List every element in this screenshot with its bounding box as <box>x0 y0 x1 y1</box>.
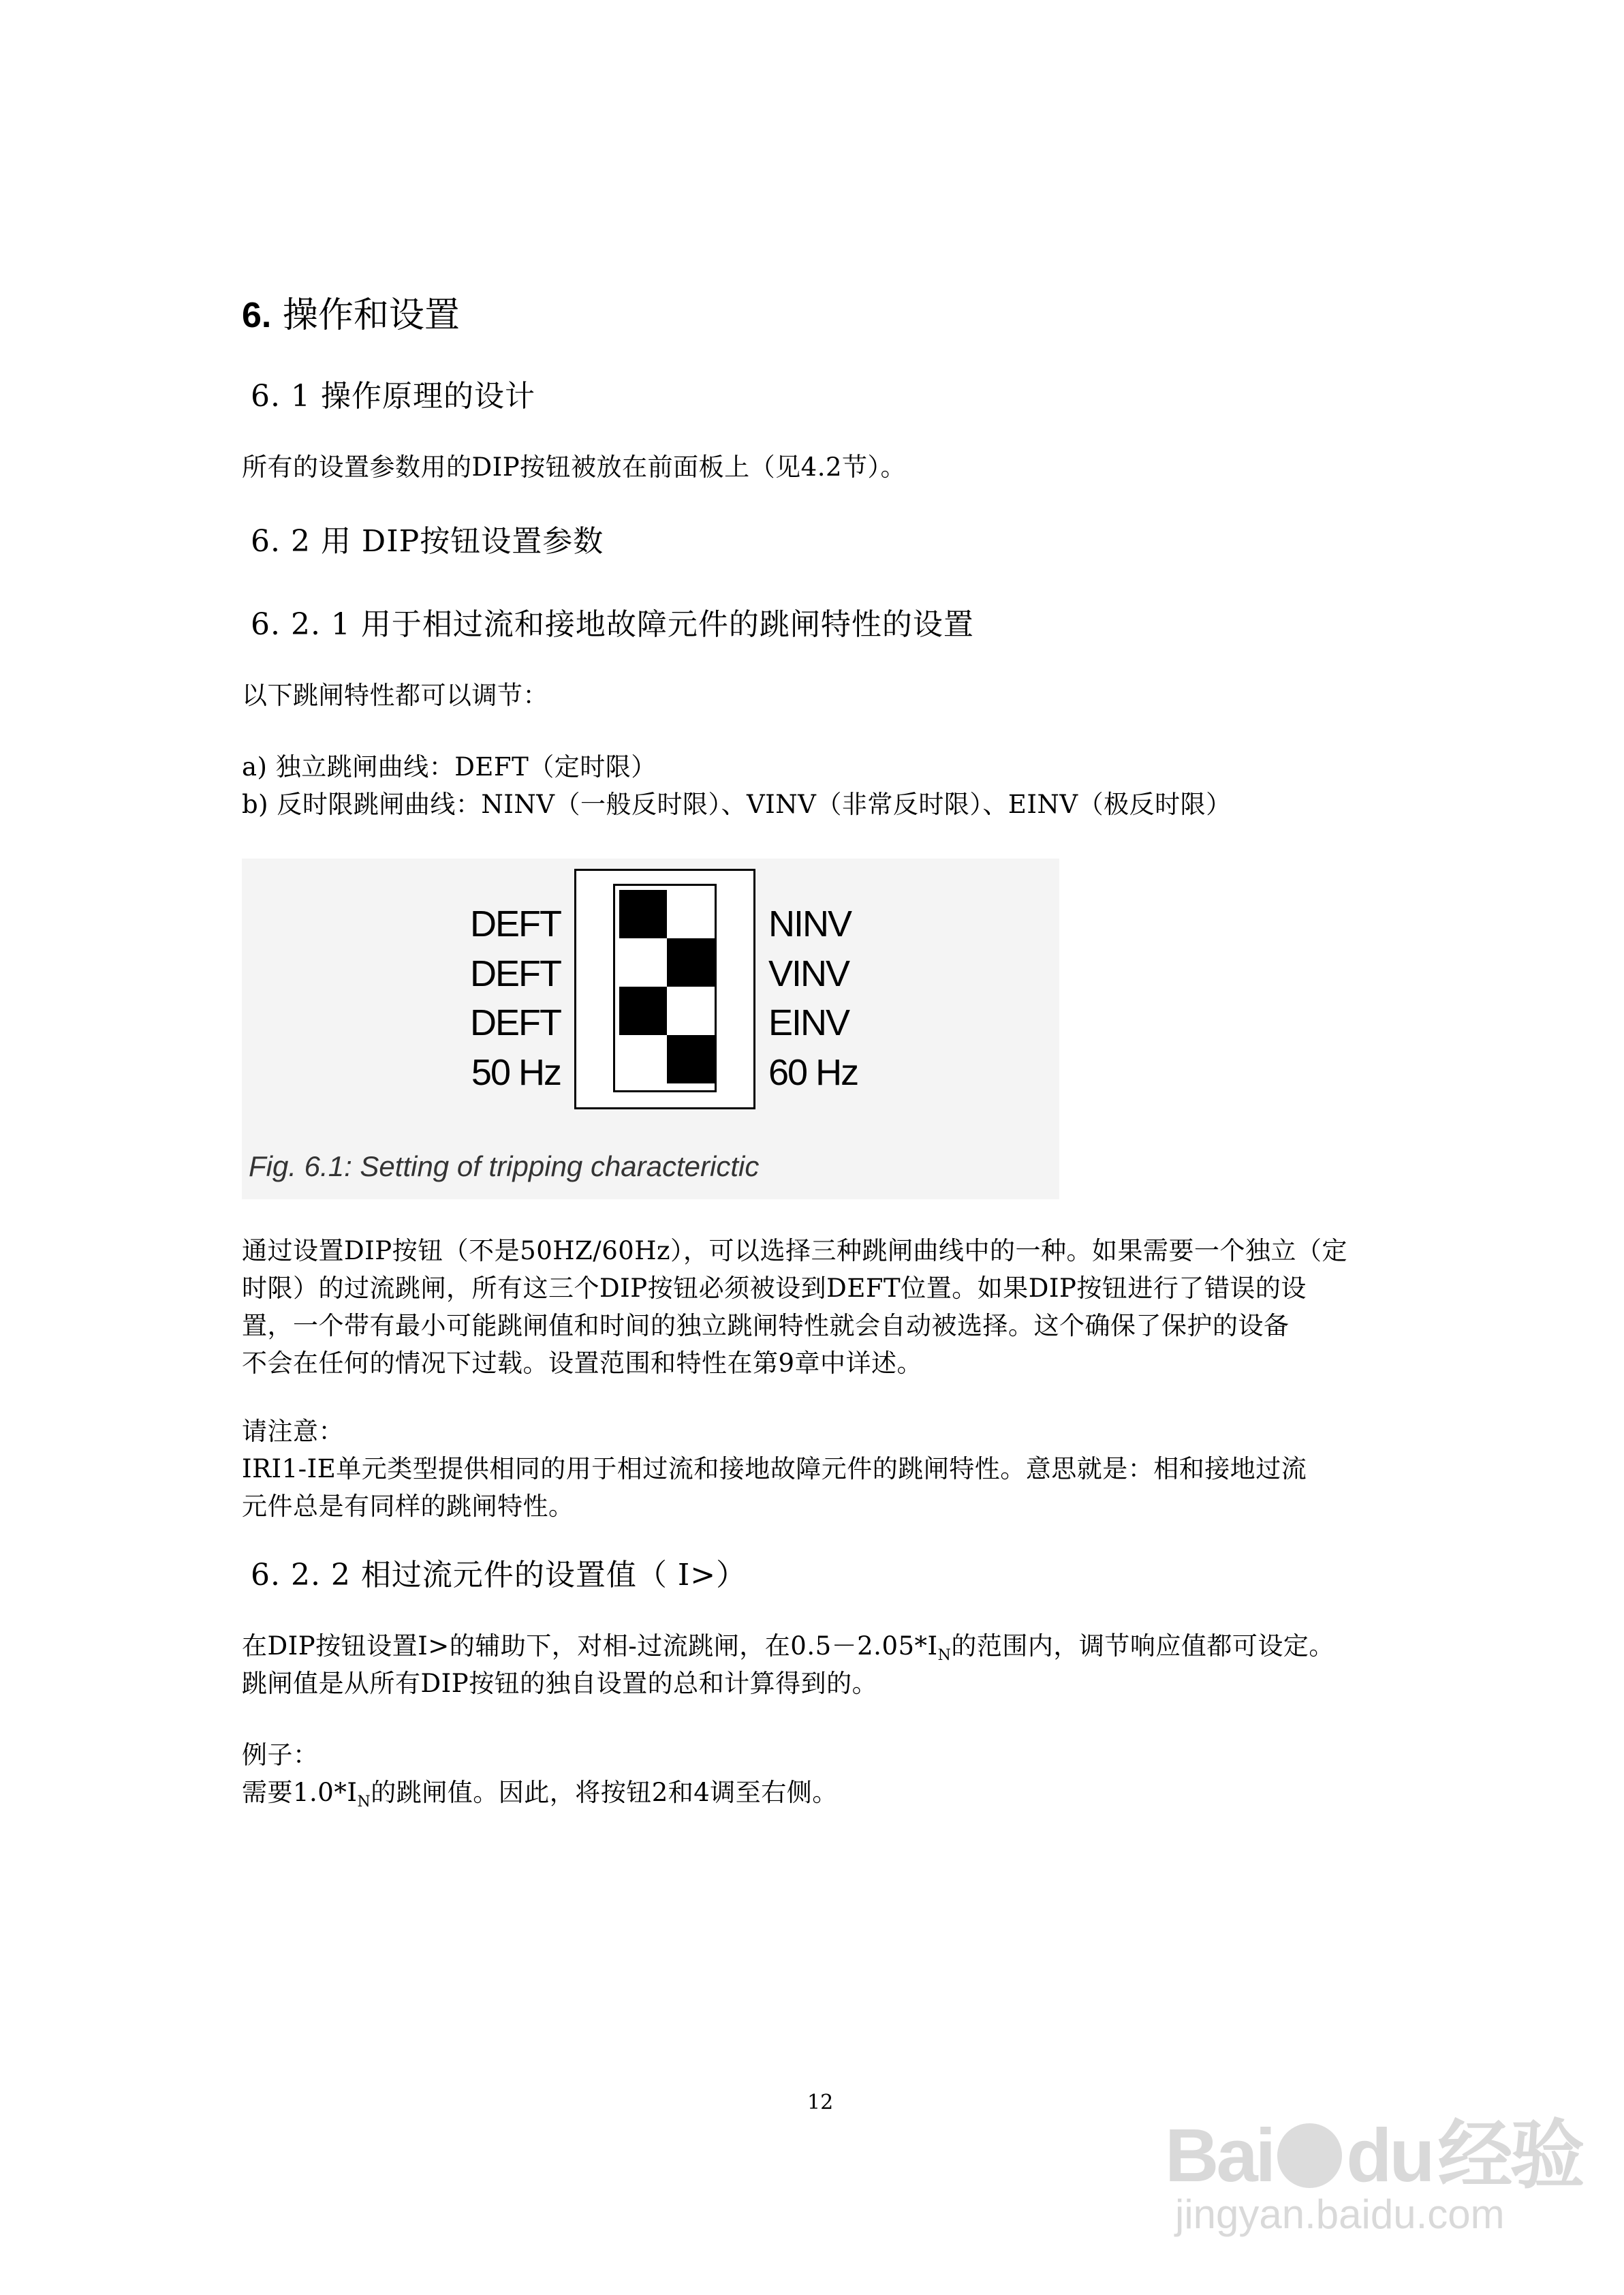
heading-6-2-2: 6. 2. 2 相过流元件的设置值（ I>） <box>251 1558 747 1592</box>
section-number: 6. <box>242 296 272 335</box>
paragraph-6-1: 所有的设置参数用的DIP按钮被放在前面板上（见4.2节）。 <box>242 452 907 482</box>
watermark-brand-2: du <box>1346 2114 1433 2198</box>
figure-left-label: DEFT <box>470 1002 561 1043</box>
heading-6-2-1: 6. 2. 1 用于相过流和接地故障元件的跳闸特性的设置 <box>251 607 974 642</box>
figure-right-label: NINV <box>768 904 852 944</box>
paw-icon <box>1277 2123 1342 2188</box>
dip-switch-2-right-cell <box>667 938 715 987</box>
dip-switch-1-left-cell <box>619 890 667 938</box>
subscript: N <box>357 1793 371 1811</box>
intro-text: 以下跳闸特性都可以调节： <box>242 681 548 710</box>
watermark-brand: Bai <box>1165 2114 1274 2198</box>
heading-6-2: 6. 2 用 DIP按钮设置参数 <box>251 524 604 559</box>
paragraph-6-2-2-line2: 跳闸值是从所有DIP按钮的独自设置的总和计算得到的。 <box>242 1669 878 1698</box>
watermark-url: jingyan.baidu.com <box>1175 2191 1505 2237</box>
dip-switch-1-right-cell <box>667 890 715 938</box>
list-item-a: a) 独立跳闸曲线：DEFT（定时限） <box>242 752 657 782</box>
watermark-logo <box>1165 2095 1582 2203</box>
example-line <box>242 1772 838 1811</box>
text-run: 需要1.0*I <box>242 1778 358 1807</box>
figure-left-label: 50 Hz <box>471 1052 561 1093</box>
watermark-brand-3: 经验 <box>1437 2112 1582 2199</box>
text-run: 在DIP按钮设置I>的辅助下，对相-过流跳闸，在0.5－2.05*I <box>242 1631 938 1661</box>
figure-caption: Fig. 6.1: Setting of tripping characterictic <box>249 1150 760 1182</box>
note-line: 元件总是有同样的跳闸特性。 <box>242 1492 574 1521</box>
text-run: 的范围内，调节响应值都可设定。 <box>951 1631 1334 1661</box>
note-line: IRI1-IE单元类型提供相同的用于相过流和接地故障元件的跳闸特性。意思就是：相和接地过流 <box>242 1454 1307 1483</box>
list-item-b: b) 反时限跳闸曲线：NINV（一般反时限）、VINV（非常反时限）、EINV（极反时限） <box>242 790 1232 819</box>
heading-6-1: 6. 1 操作原理的设计 <box>251 379 535 414</box>
figure-left-label: DEFT <box>470 953 561 994</box>
text-run: 的跳闸值。因此，将按钮2和4调至右侧。 <box>371 1778 838 1807</box>
dip-switch-4-left-cell <box>619 1035 667 1083</box>
dip-switch-2-left-cell <box>619 938 667 987</box>
figure-right-label: VINV <box>768 953 849 994</box>
dip-switch-4-right-cell <box>667 1035 715 1083</box>
page-number: 12 <box>807 2091 834 2114</box>
paragraph-line: 通过设置DIP按钮（不是50HZ/60Hz），可以选择三种跳闸曲线中的一种。如果需要一个独立（定 <box>242 1236 1348 1265</box>
note-label: 请注意： <box>242 1417 344 1446</box>
paragraph-6-2-2-line1 <box>242 1625 1334 1664</box>
subscript: N <box>937 1647 952 1664</box>
paragraph-line: 置，一个带有最小可能跳闸值和时间的独立跳闸特性就会自动被选择。这个确保了保护的设备 <box>242 1311 1290 1340</box>
dip-switch-3-left-cell <box>619 987 667 1035</box>
paragraph-line: 不会在任何的情况下过载。设置范围和特性在第9章中详述。 <box>242 1349 923 1378</box>
example-label: 例子： <box>242 1740 319 1770</box>
figure-right-label: 60 Hz <box>768 1052 858 1093</box>
dip-switch-3-right-cell <box>667 987 715 1035</box>
paragraph-line: 时限）的过流跳闸，所有这三个DIP按钮必须被设到DEFT位置。如果DIP按钮进行了错误的设 <box>242 1274 1307 1303</box>
section-title-text: 操作和设置 <box>282 295 460 336</box>
section-title <box>242 286 460 337</box>
figure-right-label: EINV <box>768 1002 849 1043</box>
figure-left-label: DEFT <box>470 904 561 944</box>
